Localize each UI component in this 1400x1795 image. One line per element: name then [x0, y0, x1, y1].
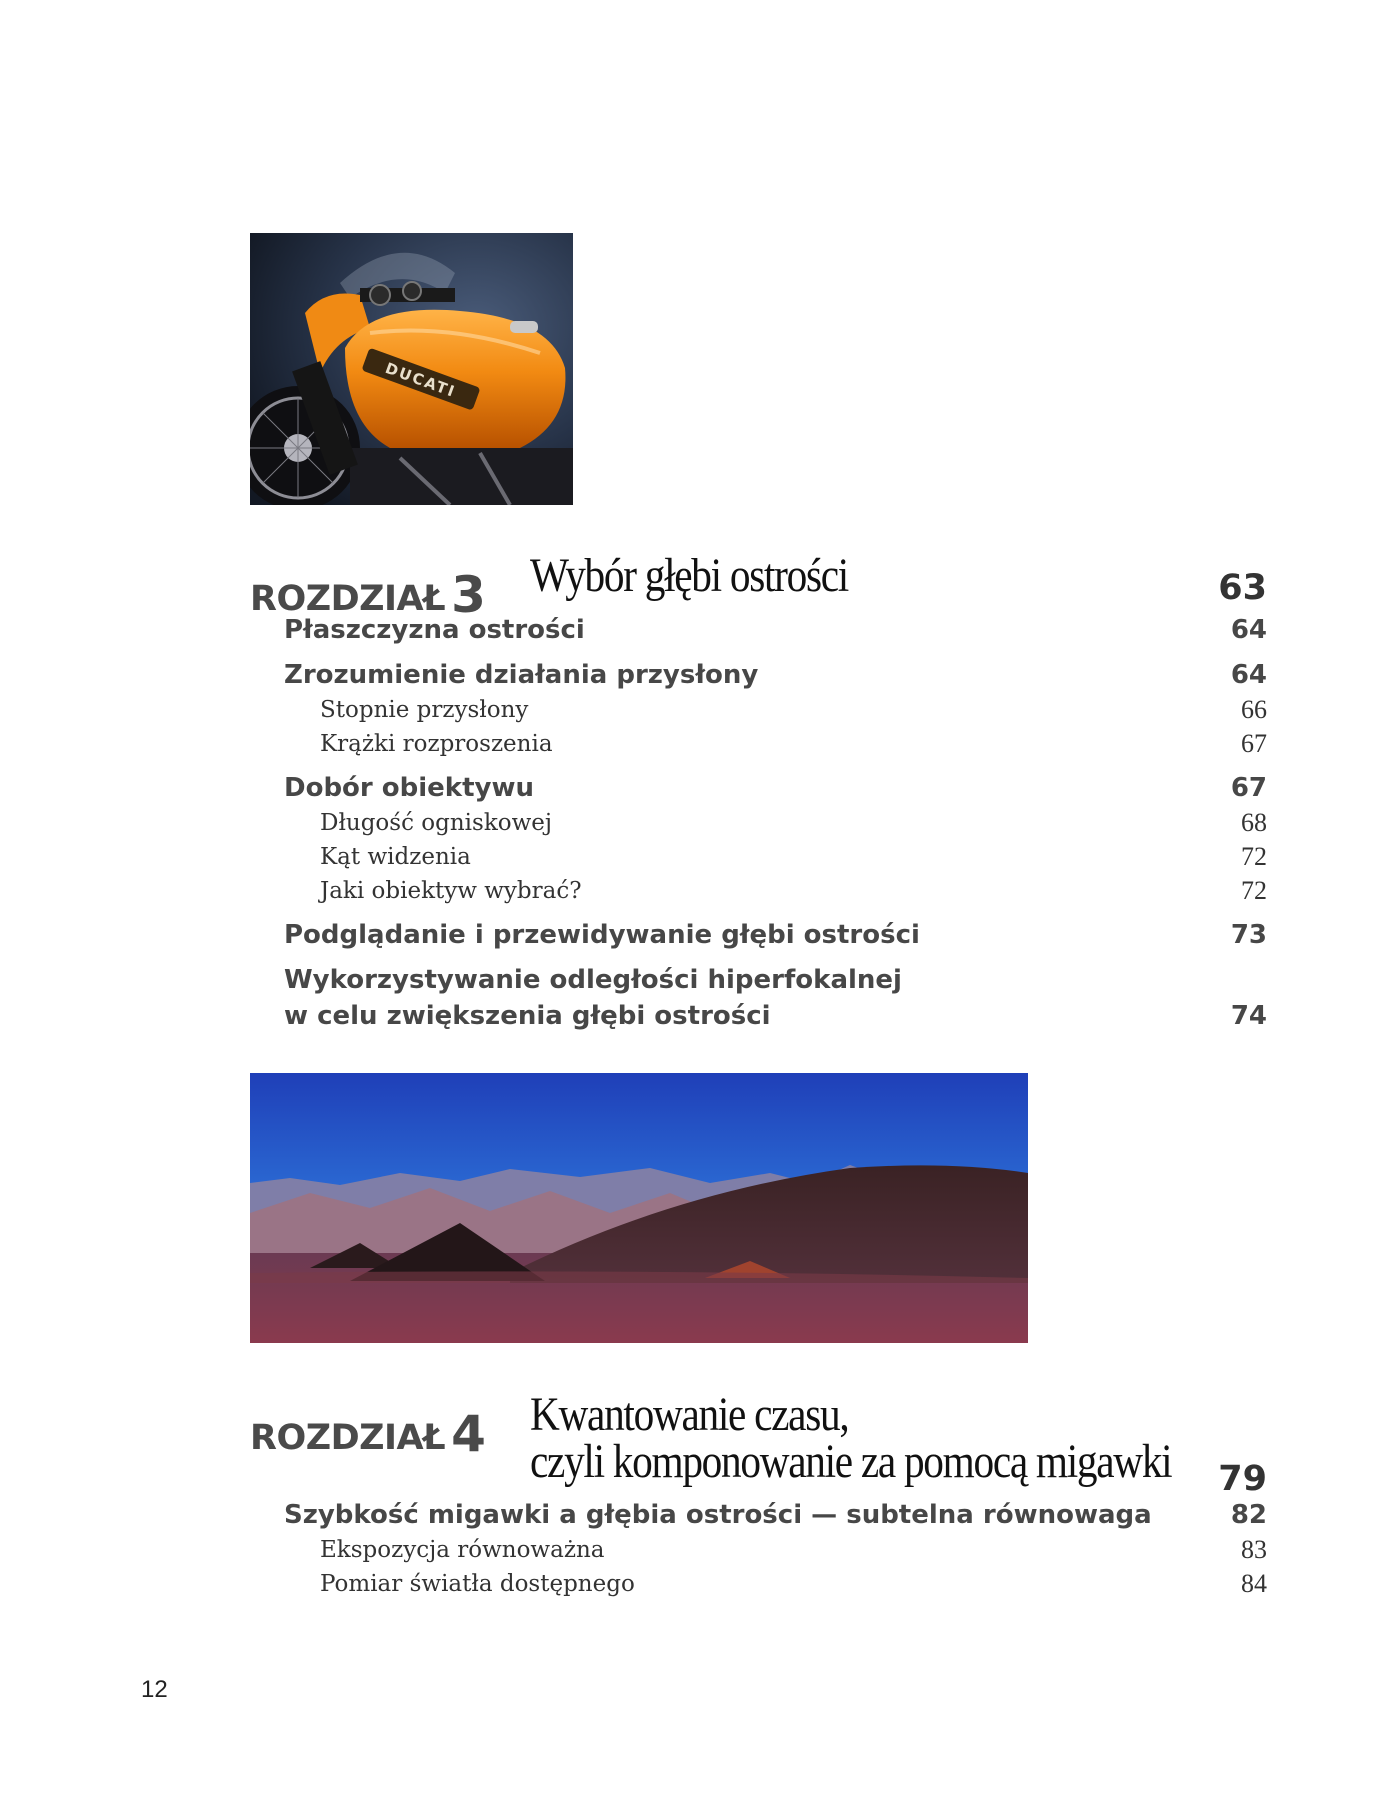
toc-entry-title: Szybkość migawki a głębia ostrości — subtelna równowaga [284, 1500, 1152, 1530]
chapter-number: 3 [451, 566, 486, 624]
toc-entry-title: Krążki rozproszenia [320, 731, 553, 757]
toc-entry-page: 74 [1230, 1001, 1267, 1031]
ducati-badge-text: DUCATI [382, 358, 459, 402]
chapter-page-number: 79 [1218, 1459, 1267, 1499]
chapter-title-line: Kwantowanie czasu, [530, 1388, 849, 1441]
toc-entry-page: 84 [1241, 1569, 1267, 1598]
toc-entry[interactable] [250, 1497, 1267, 1533]
toc-entry-title: Długość ogniskowej [320, 810, 553, 836]
chapter-title [530, 549, 848, 602]
toc-entry[interactable] [250, 657, 1267, 693]
toc-entry[interactable] [250, 770, 1267, 806]
page-number: 12 [141, 1676, 168, 1703]
desert-landscape-photo [250, 1073, 1028, 1343]
toc-entry-page: 64 [1230, 615, 1267, 645]
toc-entry-title: Zrozumienie działania przysłony [284, 660, 759, 690]
chapter-label [250, 1403, 485, 1461]
toc-entry-title: Stopnie przysłony [320, 697, 529, 723]
toc-subentry[interactable] [250, 1533, 1267, 1567]
toc-entry-page: 72 [1241, 842, 1267, 871]
toc-entry-page: 68 [1241, 808, 1267, 837]
chapter-3-heading [250, 548, 1267, 624]
toc-entry-title: Ekspozycja równoważna [320, 1537, 605, 1563]
chapter-title-line: czyli komponowanie za pomocą migawki [530, 1435, 1172, 1488]
toc-entry[interactable] [250, 917, 1267, 953]
toc-entry-page: 73 [1230, 920, 1267, 950]
toc-entry-title: Płaszczyzna ostrości [284, 615, 585, 645]
toc-entry-page: 72 [1241, 876, 1267, 905]
toc-entry[interactable] [250, 962, 1267, 1034]
chapter-number: 4 [451, 1405, 486, 1463]
toc-entries [250, 612, 1267, 1034]
toc-entry[interactable] [250, 612, 1267, 648]
chapter-page-number: 63 [1218, 568, 1267, 608]
toc-entry-title: Pomiar światła dostępnego [320, 1571, 635, 1597]
toc-entry-page: 67 [1241, 729, 1267, 758]
toc-entries [250, 1497, 1267, 1601]
toc-subentry[interactable] [250, 874, 1267, 908]
toc-subentry[interactable] [250, 806, 1267, 840]
chapter-word: ROZDZIAŁ [250, 579, 446, 619]
toc-subentry[interactable] [250, 840, 1267, 874]
toc-entry-title: Jaki obiektyw wybrać? [320, 878, 582, 904]
motorcycle-photo [250, 233, 573, 505]
chapter-4-section [250, 1387, 1267, 1601]
toc-entry-title: Kąt widzenia [320, 844, 471, 870]
toc-entry-title: Dobór obiektywu [284, 773, 535, 803]
toc-entry-title: Wykorzystywanie odległości hiperfokalnej w celu zwiększenia głębi ostrości [284, 965, 902, 1031]
chapter-4-heading [250, 1387, 1267, 1499]
toc-entry-page: 83 [1241, 1535, 1267, 1564]
toc-subentry[interactable] [250, 693, 1267, 727]
toc-subentry[interactable] [250, 727, 1267, 761]
toc-entry-page: 67 [1230, 773, 1267, 803]
chapter-title [530, 1388, 1172, 1488]
toc-entry-page: 82 [1230, 1500, 1267, 1530]
toc-subentry[interactable] [250, 1567, 1267, 1601]
chapter-3-section [250, 548, 1267, 1034]
chapter-title-line: Wybór głębi ostrości [530, 549, 848, 602]
toc-entry-title: Podglądanie i przewidywanie głębi ostrości [284, 920, 920, 950]
toc-entry-page: 64 [1230, 660, 1267, 690]
toc-entry-page: 66 [1241, 695, 1267, 724]
chapter-word: ROZDZIAŁ [250, 1418, 446, 1458]
